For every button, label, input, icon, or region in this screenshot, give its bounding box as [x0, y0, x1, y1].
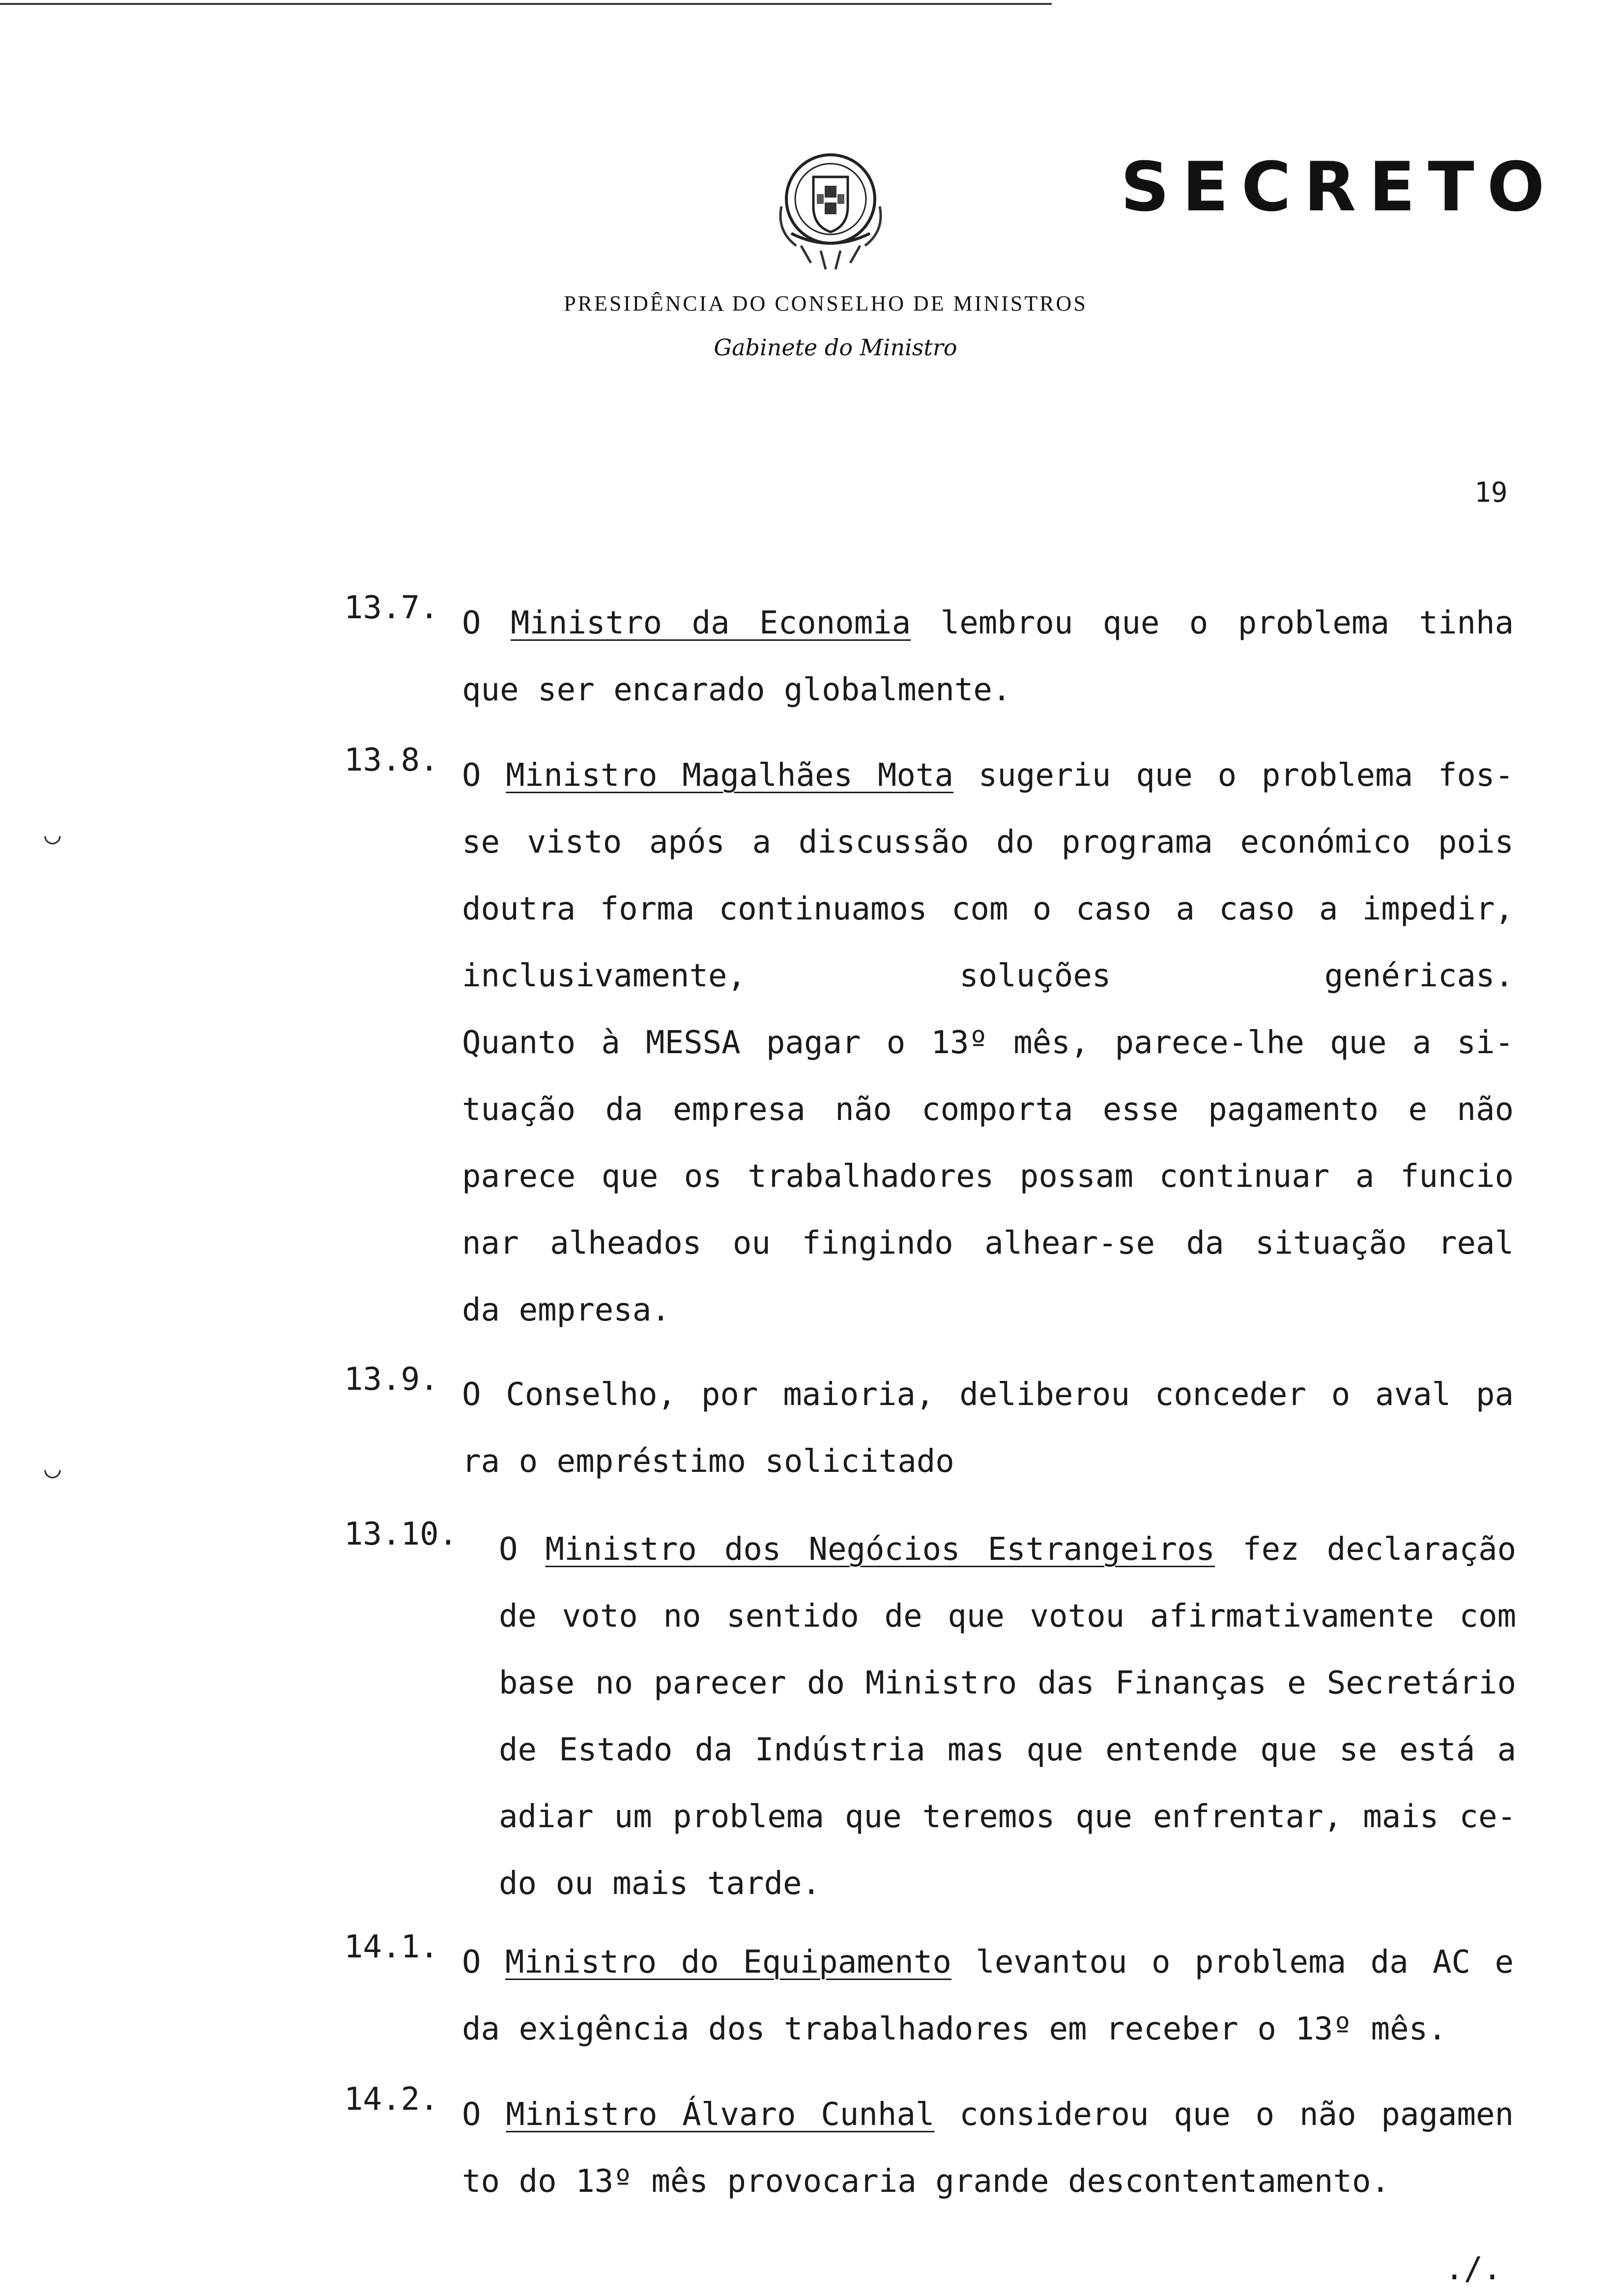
text-line: [462, 809, 1514, 876]
institution-name: PRESIDÊNCIA DO CONSELHO DE MINISTROS: [564, 291, 1088, 316]
text-line: [462, 1361, 1514, 1428]
text-line: [462, 590, 1514, 657]
item-text: [462, 742, 1514, 1344]
text-segment: O: [462, 1944, 505, 1980]
text-segment: O: [462, 757, 506, 794]
page-number: 19: [1474, 477, 1508, 509]
text-line: [499, 1783, 1516, 1850]
minister-name: Ministro dos Negócios Estrangeiros: [545, 1531, 1215, 1568]
item-number: 13.9.: [344, 1361, 439, 1398]
text-segment: Quanto à MESSA pagar o 13º mês, parece-lhe que a si-: [462, 1025, 1514, 1061]
continuation-mark: ./.: [1445, 2251, 1502, 2287]
text-segment: doutra forma continuamos com o caso a caso a impedir,: [462, 891, 1514, 927]
item-number: 13.10.: [344, 1516, 458, 1552]
text-line: [462, 1143, 1514, 1210]
item-text: [462, 1929, 1514, 2063]
text-segment: O: [462, 2096, 506, 2133]
item-text: [462, 1361, 1514, 1495]
text-line: [462, 742, 1514, 809]
minister-name: Ministro da Economia: [510, 605, 911, 641]
minister-name: Ministro do Equipamento: [505, 1944, 951, 1980]
item-number: 14.2.: [344, 2081, 439, 2118]
text-line: [462, 2148, 1514, 2215]
text-line: [499, 1717, 1516, 1783]
punch-hole-mark: ◡: [44, 818, 61, 850]
text-segment: O Conselho, por maioria, deliberou conceder o aval pa: [462, 1377, 1514, 1413]
text-line: [462, 1996, 1514, 2063]
item-text: [462, 2081, 1514, 2215]
text-line: [462, 2081, 1514, 2148]
text-line: [499, 1516, 1516, 1583]
text-line: [462, 657, 1514, 723]
coat-of-arms-seal: [772, 147, 890, 275]
text-line: [462, 1210, 1514, 1277]
minister-name: Ministro Álvaro Cunhal: [506, 2096, 935, 2133]
text-segment: adiar um problema que teremos que enfrentar, mais ce-: [499, 1799, 1516, 1835]
item-number: 13.7.: [344, 590, 439, 626]
text-segment: se visto após a discussão do programa económico pois: [462, 824, 1514, 861]
text-line: [462, 943, 1514, 1009]
text-line: [462, 1428, 1514, 1495]
text-line: [462, 1076, 1514, 1143]
text-segment: tuação da empresa não comporta esse pagamento e não: [462, 1091, 1514, 1128]
item-number: 13.8.: [344, 742, 439, 778]
punch-hole-mark: ◡: [44, 1452, 61, 1484]
text-segment: de Estado da Indústria mas que entende que se está a: [499, 1732, 1516, 1768]
text-segment: do ou mais tarde.: [499, 1866, 821, 1902]
text-segment: parece que os trabalhadores possam continuar a funcio: [462, 1158, 1514, 1195]
text-segment: da exigência dos trabalhadores em receber o 13º mês.: [462, 2011, 1447, 2047]
text-segment: base no parecer do Ministro das Finanças e Secretário: [499, 1665, 1516, 1701]
text-segment: que ser encarado globalmente.: [462, 672, 1011, 708]
secret-stamp: SECRETO: [1121, 147, 1557, 227]
minister-name: Ministro Magalhães Mota: [506, 757, 953, 794]
text-line: [499, 1650, 1516, 1717]
text-segment: lembrou que o problema tinha: [911, 605, 1514, 641]
text-segment: inclusivamente, soluções genéricas.: [462, 958, 1514, 994]
text-line: [462, 1929, 1514, 1996]
text-segment: to do 13º mês provocaria grande descontentamento.: [462, 2163, 1390, 2200]
text-segment: considerou que o não pagamen: [934, 2096, 1514, 2133]
text-line: [462, 876, 1514, 943]
item-text: [462, 590, 1514, 723]
text-line: [499, 1850, 1516, 1917]
top-rule: [0, 3, 1052, 5]
text-segment: da empresa.: [462, 1292, 670, 1328]
text-segment: nar alheados ou fingindo alhear-se da situação real: [462, 1225, 1514, 1262]
text-segment: ra o empréstimo solicitado: [462, 1443, 954, 1480]
text-segment: sugeriu que o problema fos-: [953, 757, 1514, 794]
item-number: 14.1.: [344, 1929, 439, 1965]
text-segment: fez declaração: [1215, 1531, 1516, 1568]
cabinet-signature-line: Gabinete do Ministro: [714, 334, 957, 361]
text-segment: de voto no sentido de que votou afirmativamente com: [499, 1598, 1516, 1635]
text-segment: O: [462, 605, 511, 641]
text-segment: levantou o problema da AC e: [951, 1944, 1514, 1980]
text-line: [462, 1277, 1514, 1344]
text-segment: O: [499, 1531, 546, 1568]
text-line: [462, 1009, 1514, 1076]
text-line: [499, 1583, 1516, 1650]
item-text: [499, 1516, 1516, 1917]
